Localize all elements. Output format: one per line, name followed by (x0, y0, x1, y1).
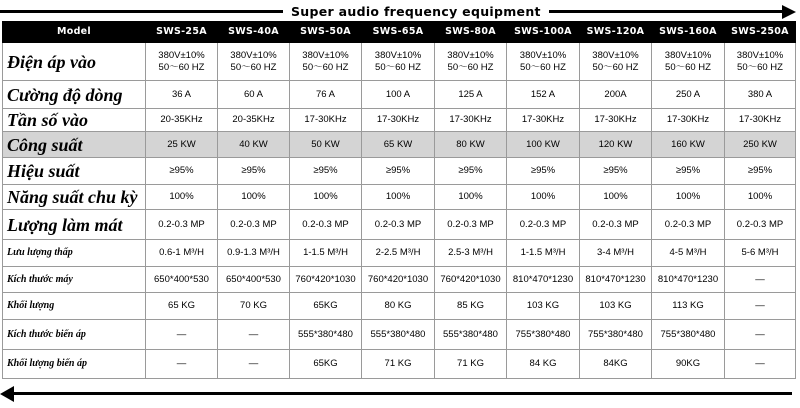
table-cell (652, 43, 725, 81)
cell-line: 50～60 HZ (302, 61, 349, 73)
table-cell: 810*470*1230 (652, 267, 725, 293)
table-cell: 0.2-0.3 MP (290, 210, 362, 240)
table-cell: ≥95% (146, 158, 218, 185)
table-cell: 100 KW (507, 132, 580, 158)
table-cell: 0.2-0.3 MP (362, 210, 435, 240)
table-cell: 90KG (652, 350, 725, 379)
row-label: Tần số vào (3, 109, 146, 132)
table-cell: 120 KW (580, 132, 652, 158)
table-cell: 103 KG (580, 293, 652, 320)
table-cell: 113 KG (652, 293, 725, 320)
table-cell: 555*380*480 (435, 320, 507, 350)
table-cell: 100% (290, 185, 362, 210)
table-cell: 100% (435, 185, 507, 210)
row-label: Điện áp vào (3, 43, 146, 81)
cell-line: 380V±10% (664, 49, 712, 61)
spec-row-transformer-size (3, 320, 796, 350)
table-cell: 100% (725, 185, 796, 210)
spec-row-current (3, 81, 796, 109)
cell-line: 50～60 HZ (737, 61, 783, 73)
table-cell: 17-30KHz (435, 109, 507, 132)
table-cell (725, 43, 796, 81)
table-cell: 0.2-0.3 MP (652, 210, 725, 240)
table-cell: 100% (146, 185, 218, 210)
model-header-cell: SWS-250A (725, 22, 796, 43)
model-header-cell: SWS-40A (218, 22, 290, 43)
table-cell: 1-1.5 M³/H (507, 240, 580, 267)
cell-line: 50～60 HZ (665, 61, 711, 73)
table-cell: 60 A (218, 81, 290, 109)
row-label: Cường độ dòng (3, 81, 146, 109)
table-cell (435, 43, 507, 81)
table-cell: 84 KG (507, 350, 580, 379)
table-cell: 100% (218, 185, 290, 210)
table-cell: 760*420*1030 (435, 267, 507, 293)
table-cell: — (725, 320, 796, 350)
cell-line: 380V±10% (230, 49, 277, 61)
table-cell: 650*400*530 (218, 267, 290, 293)
row-label: Hiệu suất (3, 158, 146, 185)
table-cell: 160 KW (652, 132, 725, 158)
bottom-rule (8, 392, 792, 395)
spec-row-power (3, 132, 796, 158)
table-cell: ≥95% (725, 158, 796, 185)
cell-line: 380V±10% (592, 49, 639, 61)
table-cell: 100 A (362, 81, 435, 109)
table-cell: 84KG (580, 350, 652, 379)
cell-line: 50～60 HZ (230, 61, 277, 73)
spec-row-cooling (3, 210, 796, 240)
table-cell: 20-35KHz (146, 109, 218, 132)
table-cell: 50 KW (290, 132, 362, 158)
table-cell: 17-30KHz (652, 109, 725, 132)
table-cell: 650*400*530 (146, 267, 218, 293)
spec-row-transformer-weight (3, 350, 796, 379)
model-header-cell: SWS-25A (146, 22, 218, 43)
cell-line: 50～60 HZ (158, 61, 205, 73)
table-cell: 0.2-0.3 MP (146, 210, 218, 240)
table-cell: — (725, 293, 796, 320)
table-cell: 80 KW (435, 132, 507, 158)
table-cell: 2.5-3 M³/H (435, 240, 507, 267)
table-cell: 40 KW (218, 132, 290, 158)
table-cell: 17-30KHz (362, 109, 435, 132)
model-header-cell: SWS-120A (580, 22, 652, 43)
table-cell: ≥95% (290, 158, 362, 185)
row-label: Khối lượng biến áp (3, 350, 146, 379)
cell-line: 50～60 HZ (447, 61, 494, 73)
table-cell: 0.6-1 M³/H (146, 240, 218, 267)
table-cell: 76 A (290, 81, 362, 109)
table-cell: 760*420*1030 (362, 267, 435, 293)
table-cell: 80 KG (362, 293, 435, 320)
row-label: Khối lượng (3, 293, 146, 320)
table-cell (580, 43, 652, 81)
row-label: Kích thước máy (3, 267, 146, 293)
table-cell: 65KG (290, 293, 362, 320)
table-cell: 4-5 M³/H (652, 240, 725, 267)
table-cell: 103 KG (507, 293, 580, 320)
title-bar (0, 2, 800, 21)
cell-line: 380V±10% (374, 49, 422, 61)
table-cell: 71 KG (435, 350, 507, 379)
table-cell: — (725, 350, 796, 379)
model-header-cell: SWS-65A (362, 22, 435, 43)
model-header-cell: SWS-100A (507, 22, 580, 43)
table-cell: 71 KG (362, 350, 435, 379)
model-header-cell: SWS-50A (290, 22, 362, 43)
spec-row-duty-cycle (3, 185, 796, 210)
table-cell: 755*380*480 (507, 320, 580, 350)
table-cell: 1-1.5 M³/H (290, 240, 362, 267)
table-cell: 760*420*1030 (290, 267, 362, 293)
cell-line: 50～60 HZ (592, 61, 639, 73)
model-header: Model (3, 22, 146, 43)
table-cell: 0.2-0.3 MP (580, 210, 652, 240)
cell-line: 50～60 HZ (375, 61, 421, 73)
table-cell: ≥95% (652, 158, 725, 185)
cell-line: 50～60 HZ (520, 61, 566, 73)
spec-table (2, 21, 796, 379)
table-cell: 20-35KHz (218, 109, 290, 132)
table-cell: 17-30KHz (725, 109, 796, 132)
cell-line: 380V±10% (447, 49, 494, 61)
page-title: Super audio frequency equipment (283, 2, 549, 21)
table-cell: 250 A (652, 81, 725, 109)
table-cell: 125 A (435, 81, 507, 109)
table-cell: 380 A (725, 81, 796, 109)
table-cell: 0.2-0.3 MP (507, 210, 580, 240)
table-cell: — (218, 350, 290, 379)
table-cell: 0.2-0.3 MP (725, 210, 796, 240)
spec-row-frequency (3, 109, 796, 132)
table-cell: 810*470*1230 (580, 267, 652, 293)
row-label: Công suất (3, 132, 146, 158)
table-cell: — (146, 350, 218, 379)
header-row (3, 22, 796, 43)
spec-row-weight (3, 293, 796, 320)
cell-line: 380V±10% (736, 49, 784, 61)
table-cell: 70 KG (218, 293, 290, 320)
table-cell: 100% (580, 185, 652, 210)
spec-row-efficiency (3, 158, 796, 185)
table-cell: 100% (652, 185, 725, 210)
spec-row-machine-size (3, 267, 796, 293)
table-cell: 200A (580, 81, 652, 109)
table-cell: 65 KW (362, 132, 435, 158)
table-cell: — (218, 320, 290, 350)
table-cell: 100% (362, 185, 435, 210)
table-cell: 25 KW (146, 132, 218, 158)
table-cell: 555*380*480 (362, 320, 435, 350)
bottom-bar (0, 386, 800, 402)
arrow-left-icon (0, 386, 14, 402)
table-cell: ≥95% (362, 158, 435, 185)
table-cell: 0.2-0.3 MP (218, 210, 290, 240)
table-cell: 5-6 M³/H (725, 240, 796, 267)
row-label: Lưu lượng thấp (3, 240, 146, 267)
table-cell: 555*380*480 (290, 320, 362, 350)
table-cell: — (146, 320, 218, 350)
table-cell: 3-4 M³/H (580, 240, 652, 267)
table-cell: — (725, 267, 796, 293)
table-cell: 65KG (290, 350, 362, 379)
table-cell: ≥95% (435, 158, 507, 185)
table-cell: 17-30KHz (507, 109, 580, 132)
table-cell (218, 43, 290, 81)
table-cell (290, 43, 362, 81)
model-header-cell: SWS-160A (652, 22, 725, 43)
table-cell: 755*380*480 (652, 320, 725, 350)
table-cell: ≥95% (218, 158, 290, 185)
table-cell: 17-30KHz (580, 109, 652, 132)
row-label: Lượng làm mát (3, 210, 146, 240)
table-cell: 100% (507, 185, 580, 210)
table-cell: 85 KG (435, 293, 507, 320)
table-cell: 0.9-1.3 M³/H (218, 240, 290, 267)
table-cell (507, 43, 580, 81)
table-cell: ≥95% (580, 158, 652, 185)
spec-row-flow (3, 240, 796, 267)
table-cell (146, 43, 218, 81)
table-cell: 36 A (146, 81, 218, 109)
model-header-cell: SWS-80A (435, 22, 507, 43)
arrow-right-icon (782, 5, 796, 19)
table-cell: 755*380*480 (580, 320, 652, 350)
table-cell: 250 KW (725, 132, 796, 158)
table-cell: 0.2-0.3 MP (435, 210, 507, 240)
row-label: Năng suất chu kỳ (3, 185, 146, 210)
table-cell: ≥95% (507, 158, 580, 185)
table-cell (362, 43, 435, 81)
row-label: Kích thước biến áp (3, 320, 146, 350)
cell-line: 380V±10% (158, 49, 205, 61)
spec-row-voltage (3, 43, 796, 81)
table-cell: 152 A (507, 81, 580, 109)
table-cell: 810*470*1230 (507, 267, 580, 293)
table-cell: 2-2.5 M³/H (362, 240, 435, 267)
table-cell: 17-30KHz (290, 109, 362, 132)
cell-line: 380V±10% (519, 49, 567, 61)
cell-line: 380V±10% (302, 49, 349, 61)
table-cell: 65 KG (146, 293, 218, 320)
